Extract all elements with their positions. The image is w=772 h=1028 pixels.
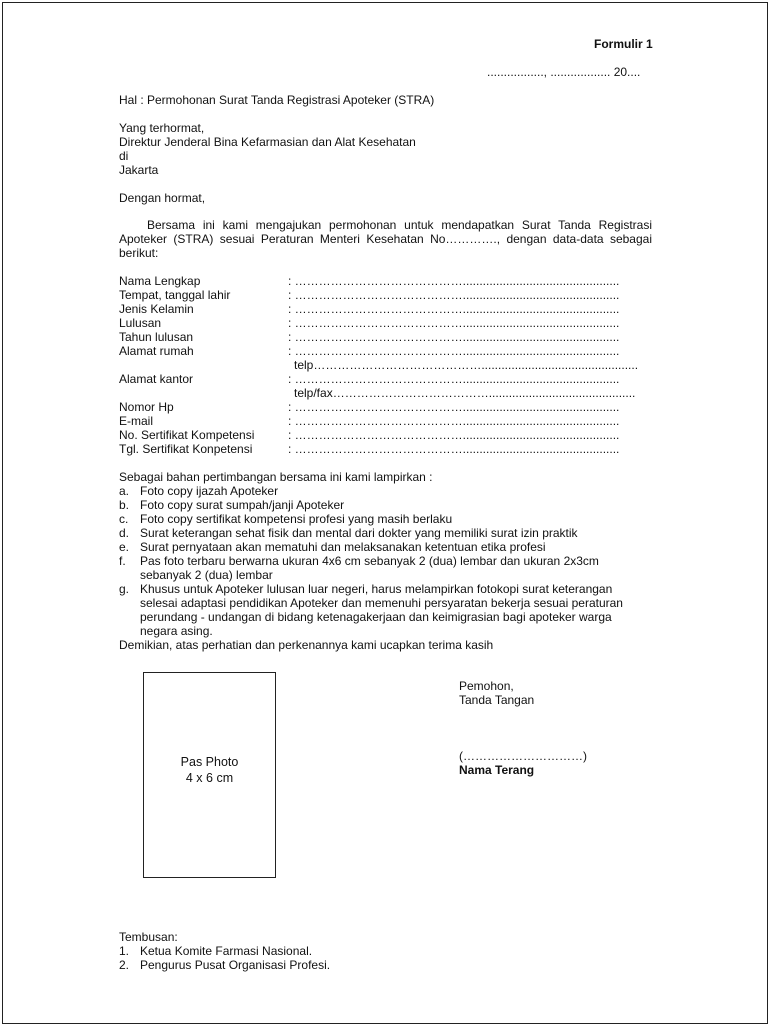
field-label: Nomor Hp — [119, 400, 174, 414]
list-item: Khusus untuk Apoteker lulusan luar negeri, harus melampirkan fotokopi surat keterangan selesai adaptasi pendidikan Apoteker dan memenuhi persyaratan bekerja sesuai peraturan perundang - undangan di bidang ketenagakerjaan dan keimigrasian bagi apoteker warga negara asing. — [140, 582, 623, 638]
photo-label: Pas Photo — [180, 755, 239, 769]
subject-line: Hal : Permohonan Surat Tanda Registrasi Apoteker (STRA) — [119, 93, 435, 107]
field-label: Nama Lengkap — [119, 274, 201, 288]
recipient-line: Jakarta — [119, 163, 159, 177]
field-blank: : ……………………………………............................................... — [288, 302, 620, 316]
list-item: Foto copy sertifikat kompetensi profesi yang masih berlaku — [140, 512, 453, 526]
list-item: Foto copy ijazah Apoteker — [140, 484, 279, 498]
cc-item: Pengurus Pusat Organisasi Profesi. — [140, 958, 331, 972]
list-item: Foto copy surat sumpah/janji Apoteker — [140, 498, 345, 512]
signature-label: Tanda Tangan — [459, 693, 535, 707]
field-label: Alamat kantor — [119, 372, 194, 386]
list-marker: f. — [119, 554, 126, 568]
field-label: Alamat rumah — [119, 344, 194, 358]
list-marker: a. — [119, 484, 130, 498]
field-blank: : ……………………………………............................................... — [288, 288, 620, 302]
closing-line: Demikian, atas perhatian dan perkenannya kami ucapkan terima kasih — [119, 638, 494, 652]
field-label: E-mail — [119, 414, 154, 428]
list-marker: g. — [119, 582, 130, 596]
field-label: Tahun lulusan — [119, 330, 194, 344]
date-line: ................., .................. 20.... — [487, 65, 641, 79]
field-blank: : ……………………………………............................................... — [288, 414, 620, 428]
list-marker: b. — [119, 498, 130, 512]
cc-title: Tembusan: — [119, 930, 178, 944]
field-blank: : ……………………………………............................................... — [288, 330, 620, 344]
cc-item: Ketua Komite Farmasi Nasional. — [140, 944, 313, 958]
full-name-label: Nama Terang — [459, 763, 535, 777]
intro-paragraph: Bersama ini kami mengajukan permohonan untuk mendapatkan Surat Tanda Registrasi Apoteker (STRA) sesuai Peraturan Menteri Kesehatan No…………., dengan data-data sebagai berikut: — [119, 218, 652, 260]
field-blank: : ……………………………………............................................... — [288, 274, 620, 288]
recipient-line: Yang terhormat, — [119, 121, 205, 135]
field-label: Jenis Kelamin — [119, 302, 194, 316]
field-label: No. Sertifikat Kompetensi — [119, 428, 255, 442]
greeting: Dengan hormat, — [119, 191, 206, 205]
field-label: Lulusan — [119, 316, 162, 330]
form-number: Formulir 1 — [594, 37, 653, 51]
list-marker: 1. — [119, 944, 130, 958]
field-blank: : ……………………………………............................................... — [288, 400, 620, 414]
field-blank: : ……………………………………............................................... — [288, 428, 620, 442]
recipient-line: Direktur Jenderal Bina Kefarmasian dan Alat Kesehatan — [119, 135, 416, 149]
list-item: Pas foto terbaru berwarna ukuran 4x6 cm sebanyak 2 (dua) lembar dan ukuran 2x3cm sebanyak 2 (dua) lembar — [140, 554, 599, 582]
field-blank: : ……………………………………............................................... — [288, 442, 620, 456]
signature-blank: (…………………………) — [459, 749, 587, 763]
attachments-intro: Sebagai bahan pertimbangan bersama ini kami lampirkan : — [119, 470, 433, 484]
list-marker: d. — [119, 526, 130, 540]
recipient-line: di — [119, 149, 129, 163]
field-blank: : ……………………………………............................................... — [288, 316, 620, 330]
field-blank: : ……………………………………............................................... — [288, 344, 620, 358]
list-marker: e. — [119, 540, 130, 554]
field-blank: : ……………………………………............................................... — [288, 372, 620, 386]
field-label: Tempat, tanggal lahir — [119, 288, 231, 302]
list-marker: 2. — [119, 958, 130, 972]
list-marker: c. — [119, 512, 129, 526]
field-blank-telp-fax: telp/fax…………………………………............................................ — [294, 386, 636, 400]
list-item: Surat pernyataan akan mematuhi dan melaksanakan ketentuan etika profesi — [140, 540, 546, 554]
list-item: Surat keterangan sehat fisik dan mental dari dokter yang memiliki surat izin praktik — [140, 526, 578, 540]
photo-size: 4 x 6 cm — [185, 771, 234, 785]
field-label: Tgl. Sertifikat Konpetensi — [119, 442, 253, 456]
field-blank-telp: telp……………………………………............................................... — [294, 358, 639, 372]
photo-placeholder-box — [143, 672, 276, 878]
applicant-label: Pemohon, — [459, 679, 514, 693]
